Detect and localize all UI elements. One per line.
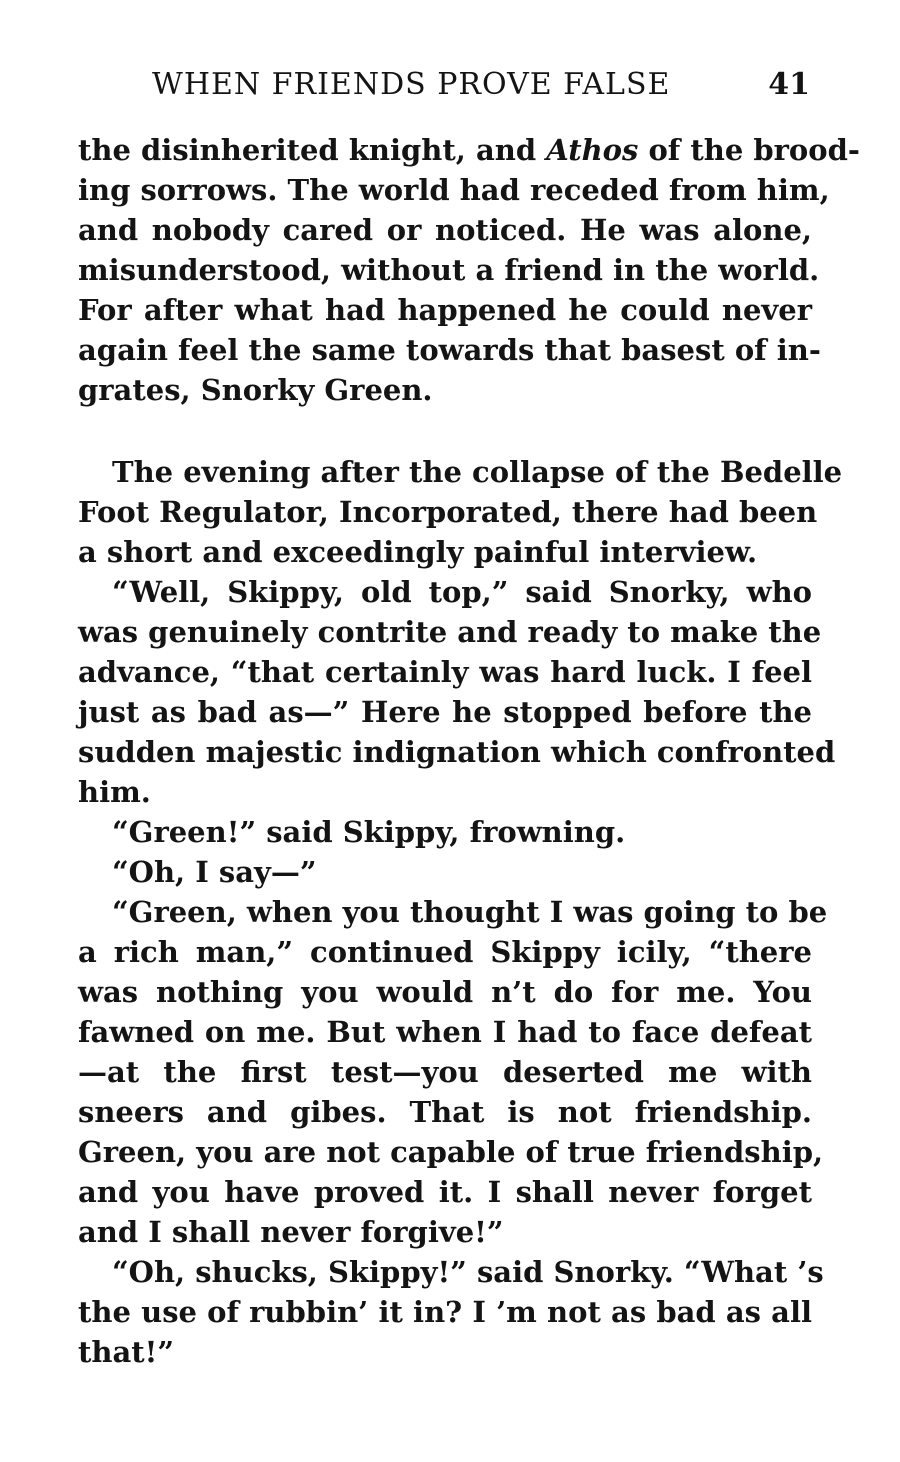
text-line	[78, 170, 830, 210]
paragraph	[78, 1252, 824, 1372]
text-line	[78, 1052, 812, 1092]
text-segment: the use of rubbin’ it in? I ’m not as bad as all	[78, 1295, 812, 1329]
text-segment: grates, Snorky Green.	[78, 373, 433, 407]
text-line	[78, 892, 828, 932]
text-segment: The evening after the collapse of the Bedelle	[112, 455, 843, 489]
text-segment: “Oh, I say—”	[112, 855, 317, 889]
text-segment: advance, “that certainly was hard luck. I feel	[78, 655, 812, 689]
text-segment: of the brood-	[638, 133, 860, 167]
paragraph	[78, 812, 812, 852]
paragraph	[78, 852, 812, 892]
running-head	[78, 60, 812, 110]
paragraph	[78, 130, 860, 410]
text-segment: “Oh, shucks, Skippy!” said Snorky. “What ’s	[112, 1255, 824, 1289]
text-line	[78, 572, 812, 612]
text-line	[78, 1212, 812, 1252]
text-segment: just as bad as—” Here he stopped before the	[78, 695, 812, 729]
text-line	[78, 210, 812, 250]
text-segment: was genuinely contrite and ready to make the	[78, 615, 822, 649]
text-segment: Green, you are not capable of true friendship,	[78, 1135, 824, 1169]
text-line	[78, 290, 812, 330]
text-segment: Foot Regulator, Incorporated, there had been	[78, 495, 818, 529]
text-line	[78, 532, 812, 572]
text-line	[78, 692, 812, 732]
text-line	[78, 452, 843, 492]
page-number: 41	[768, 67, 810, 102]
text-segment: fawned on me. But when I had to face defeat	[78, 1015, 812, 1049]
text-line	[78, 1332, 812, 1372]
text-line	[78, 370, 812, 410]
italic-text: Athos	[546, 133, 639, 167]
text-segment: sudden majestic indignation which confronted	[78, 735, 836, 769]
text-line	[78, 1292, 812, 1332]
text-line	[78, 1172, 812, 1212]
section-break	[78, 410, 812, 452]
text-line	[78, 1252, 824, 1292]
text-segment: “Green, when you thought I was going to be	[112, 895, 828, 929]
paragraph	[78, 452, 843, 572]
paragraph	[78, 572, 836, 812]
text-segment: a short and exceedingly painful interview.	[78, 535, 758, 569]
text-line	[78, 812, 812, 852]
text-line	[78, 772, 812, 812]
text-line	[78, 732, 836, 772]
text-line	[78, 652, 812, 692]
paragraph	[78, 892, 828, 1252]
text-segment: and nobody cared or noticed. He was alone,	[78, 213, 812, 247]
text-line	[78, 1012, 812, 1052]
text-segment: “Well, Skippy, old top,” said Snorky, who	[112, 575, 812, 609]
text-line	[78, 492, 818, 532]
book-page	[78, 60, 860, 1372]
text-segment: ing sorrows. The world had receded from him,	[78, 173, 830, 207]
text-segment: him.	[78, 775, 151, 809]
text-line	[78, 972, 812, 1012]
text-segment: sneers and gibes. That is not friendship.	[78, 1095, 812, 1129]
text-line	[78, 1092, 812, 1132]
text-segment: misunderstood, without a friend in the world.	[78, 253, 820, 287]
text-segment: the disinherited knight, and	[78, 133, 547, 167]
text-line	[78, 612, 822, 652]
text-segment: —at the first test—you deserted me with	[78, 1055, 812, 1089]
body-text	[78, 130, 860, 1372]
text-segment: “Green!” said Skippy, frowning.	[112, 815, 626, 849]
text-segment: was nothing you would n’t do for me. You	[78, 975, 812, 1009]
running-title: WHEN FRIENDS PROVE FALSE	[152, 67, 671, 102]
text-segment: that!”	[78, 1335, 175, 1369]
text-line	[78, 250, 820, 290]
text-segment: For after what had happened he could never	[78, 293, 812, 327]
text-line	[78, 330, 821, 370]
text-line	[78, 130, 860, 170]
text-segment: again feel the same towards that basest of in-	[78, 333, 821, 367]
text-segment: a rich man,” continued Skippy icily, “there	[78, 935, 812, 969]
text-segment: and I shall never forgive!”	[78, 1215, 504, 1249]
text-line	[78, 1132, 824, 1172]
text-segment: and you have proved it. I shall never forget	[78, 1175, 812, 1209]
text-line	[78, 852, 812, 892]
text-line	[78, 932, 812, 972]
